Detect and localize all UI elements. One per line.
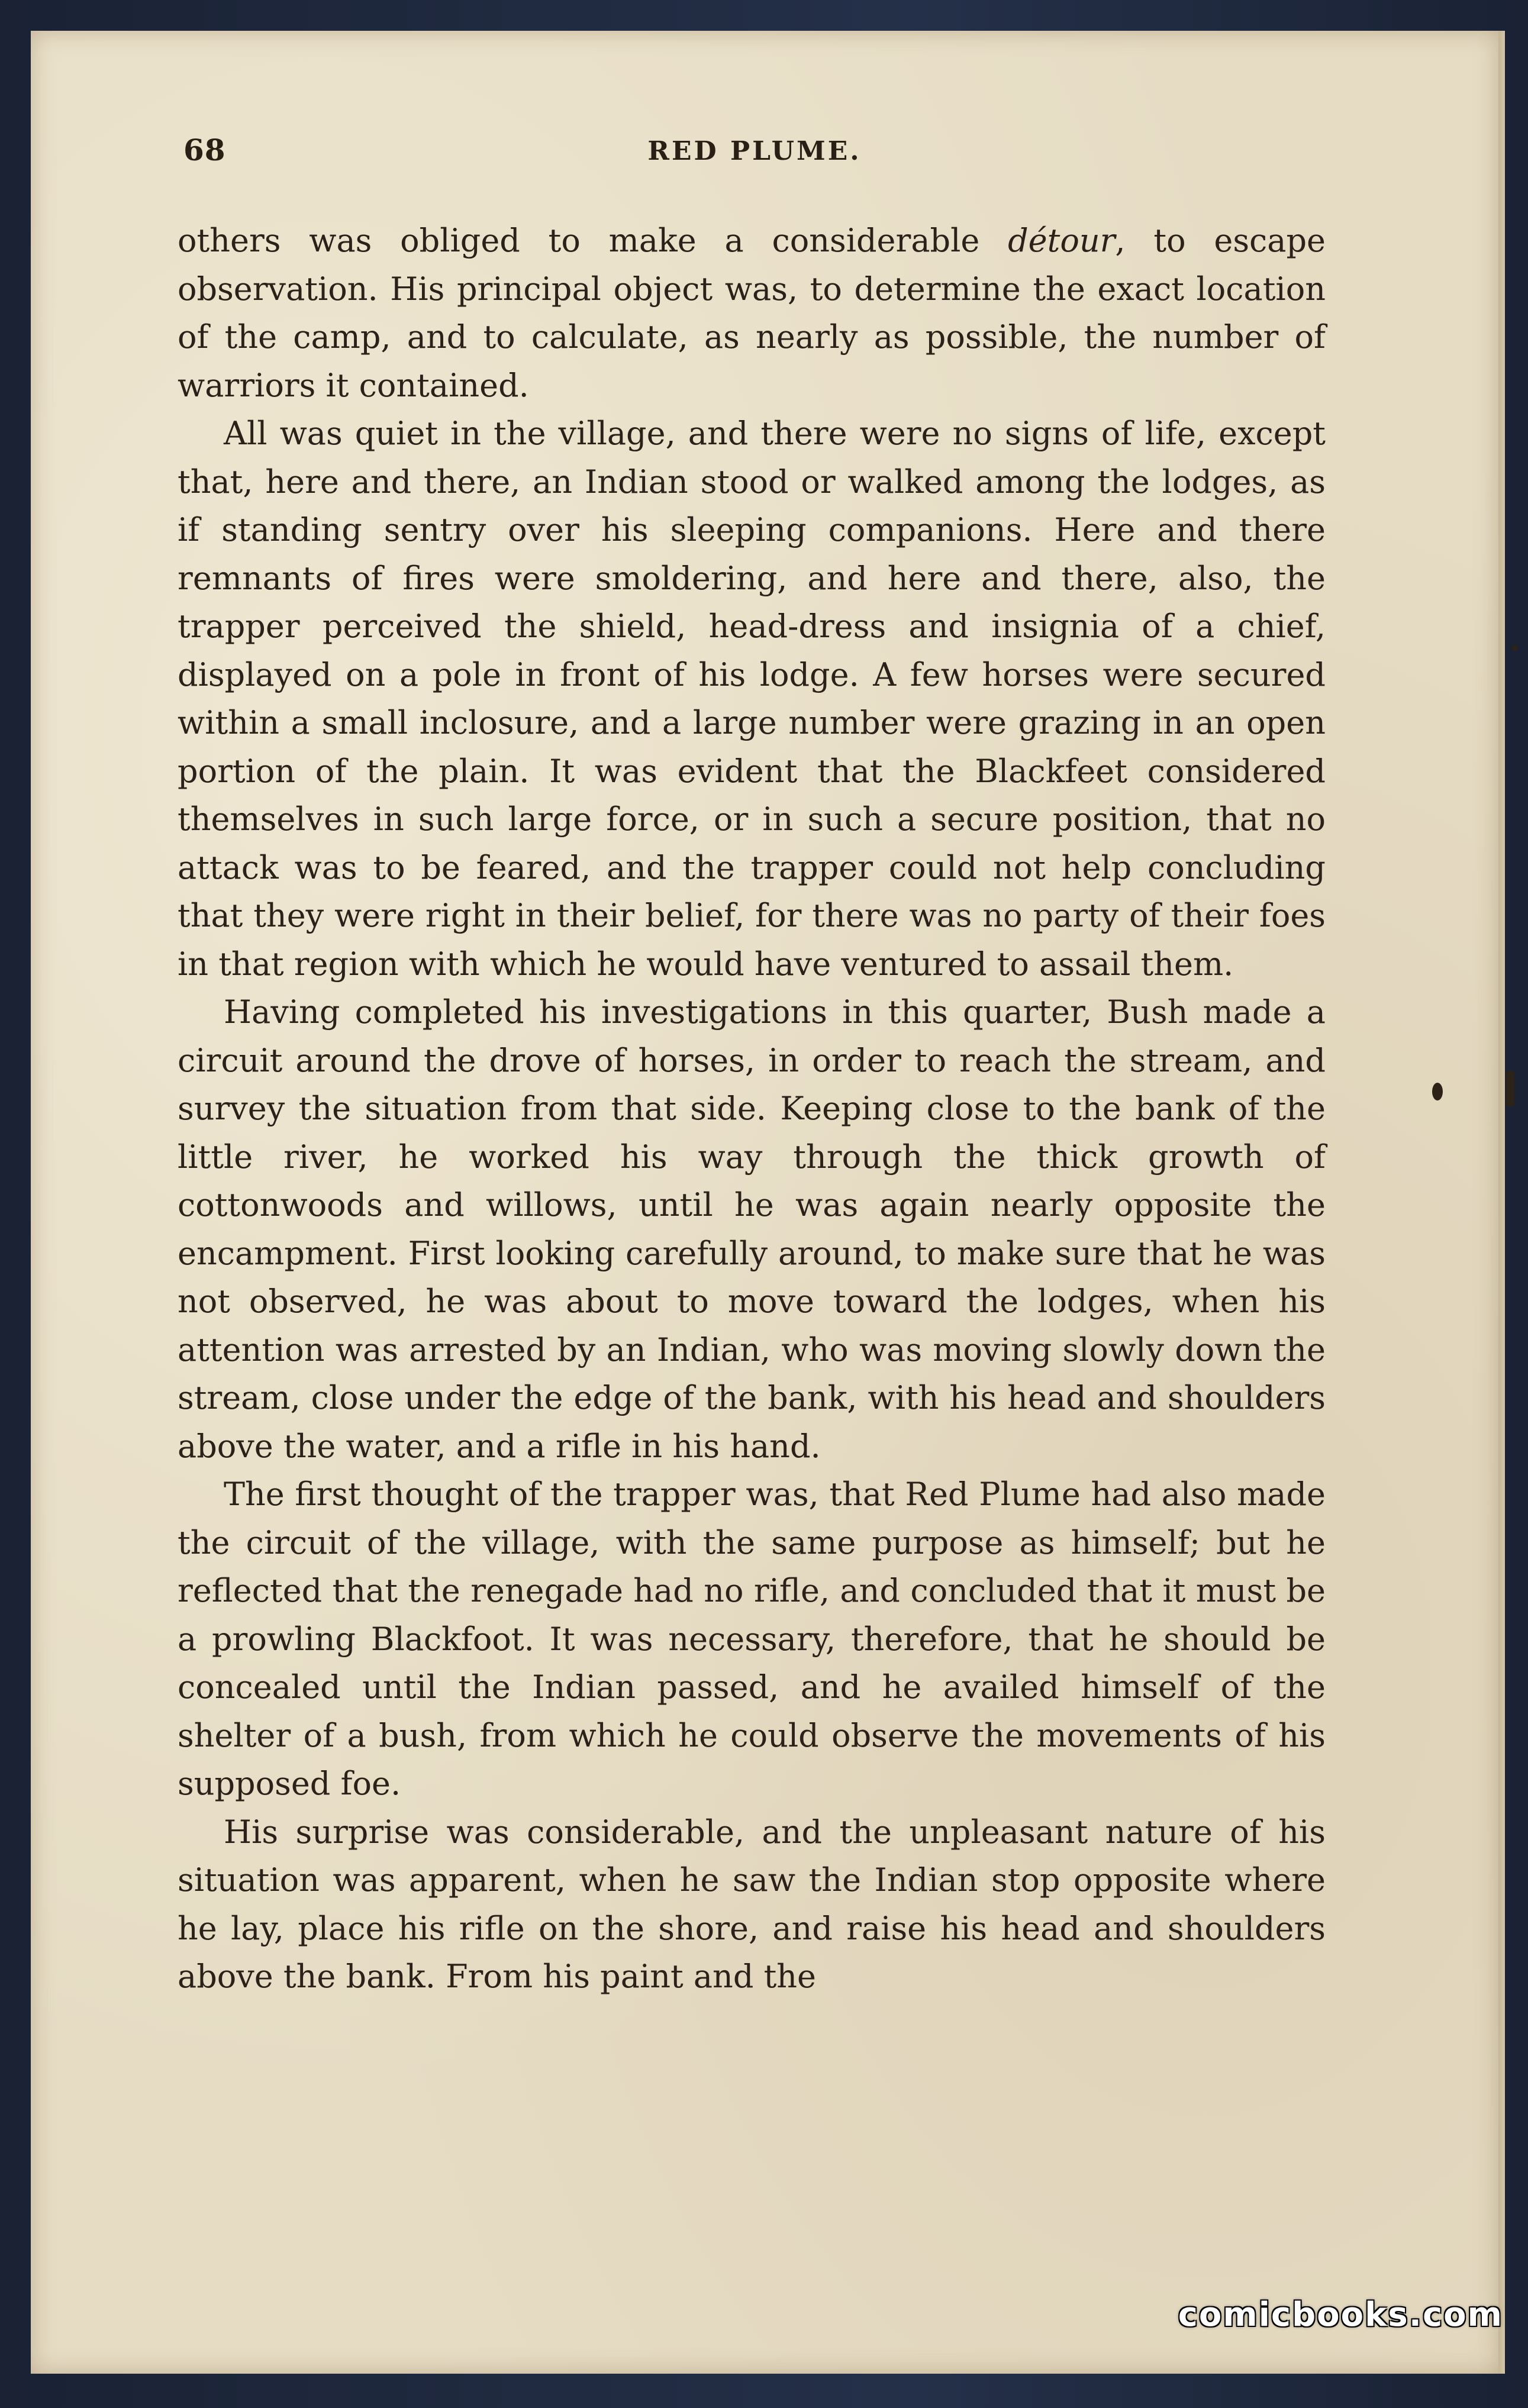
page-number: 68 bbox=[183, 133, 226, 167]
body-text bbox=[178, 217, 1326, 2001]
paragraph-3: Having completed his investigations in this quarter, Bush made a circuit around the drove of horses, in order to reach the stream, and survey the situation from that side. Keeping close to the bank of the little river, he worked his way through the thick growth of cottonwoods and willows, until he was again nearly opposite the encampment. First looking carefully around, to make sure that he was not observed, he was about to move toward the lodges, when his attention was arrested by an Indian, who was moving slowly down the stream, close under the edge of the bank, with his head and shoulders above the water, and a rifle in his hand. bbox=[178, 993, 1326, 1465]
ink-speck bbox=[1506, 1071, 1514, 1106]
running-title: RED PLUME. bbox=[647, 136, 862, 166]
ink-speck bbox=[1512, 645, 1518, 651]
paragraph-2: All was quiet in the village, and there were no signs of life, except that, here and there, an Indian stood or walked among the lodges, as if standing sentry over his sleeping companions. Here and there remnants of fires were smoldering, and here and there, also, the trapper perceived the shield, head-dress and insignia of a chief, displayed on a pole in front of his lodge. A few horses were secured within a small inclosure, and a large number were grazing in an open portion of the plain. It was evident that the Blackfeet considered themselves in such large force, or in such a secure position, that no attack was to be feared, and the trapper could not help concluding that they were right in their belief, for there was no party of their foes in that region with which he would have ventured to assail them. bbox=[178, 415, 1326, 983]
paragraph-5: His surprise was considerable, and the unpleasant nature of his situation was apparent, when he saw the Indian stop opposite where he lay, place his rifle on the shore, and raise his head and shoulders above the bank. From his paint and the bbox=[178, 1813, 1326, 1995]
page-header bbox=[183, 133, 1326, 180]
paragraph-4: The first thought of the trapper was, that Red Plume had also made the circuit of the village, with the same purpose as himself; but he reflected that the renegade had no rifle, and concluded that it must be a prowling Blackfoot. It was necessary, therefore, that he should be concealed until the Indian passed, and he availed himself of the shelter of a bush, from which he could observe the movements of his supposed foe. bbox=[178, 1476, 1326, 1802]
ink-speck bbox=[1432, 1083, 1443, 1100]
paragraph-1: others was obliged to make a considerable détour, to escape observation. His principal object was, to determine the exact location of the camp, and to calculate, as nearly as possible, the number of warriors it contained. bbox=[178, 222, 1326, 404]
italic-word: détour bbox=[1008, 222, 1116, 259]
watermark-logo: comicbooks.com bbox=[1178, 2296, 1503, 2334]
